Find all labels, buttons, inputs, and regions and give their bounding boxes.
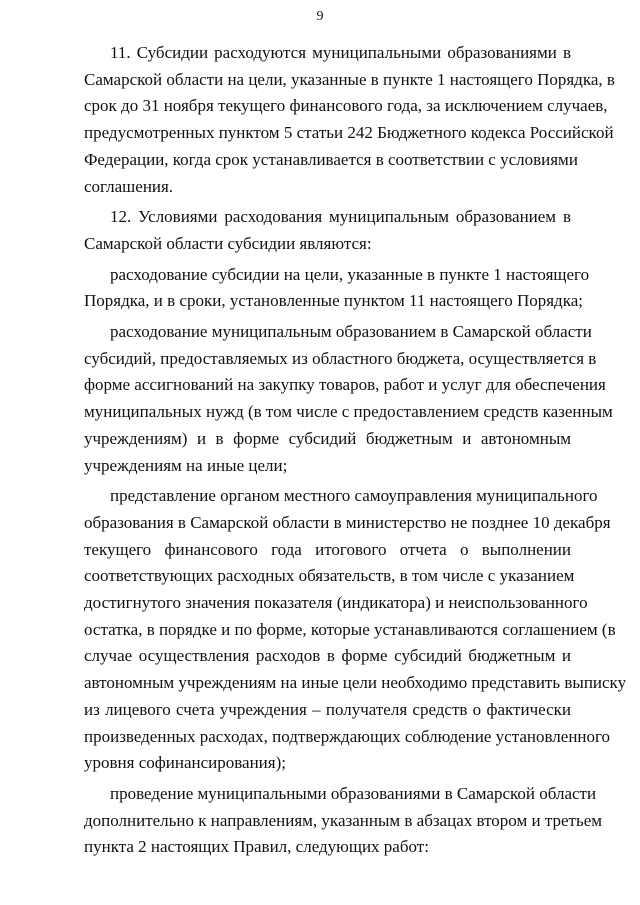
- paragraph-line: из лицевого счета учреждения – получателя средств о фактически: [84, 699, 571, 719]
- paragraph-line: автономным учреждениям на иные цели необходимо представить выписку: [84, 673, 627, 693]
- paragraph-line: произведенных расходах, подтверждающих соблюдение установленного: [84, 726, 611, 746]
- paragraph-line: Федерации, когда срок устанавливается в соответствии с условиями: [84, 149, 578, 169]
- paragraph-line: форме ассигнований на закупку товаров, работ и услуг для обеспечения: [84, 375, 606, 395]
- paragraph-line: срок до 31 ноября текущего финансового года, за исключением случаев,: [84, 96, 608, 116]
- paragraph-line: расходование муниципальным образованием в Самарской области: [110, 322, 592, 342]
- paragraph: [84, 262, 590, 315]
- paragraph-line: остатка, в порядке и по форме, которые устанавливаются соглашением (в: [84, 619, 616, 639]
- page-number: 9: [316, 9, 324, 24]
- paragraph-line: 11. Субсидии расходуются муниципальными образованиями в: [110, 43, 571, 62]
- paragraph-line: соответствующих расходных обязательств, в том числе с указанием: [84, 566, 575, 586]
- paragraph-line: предусмотренных пунктом 5 статьи 242 Бюджетного кодекса Российской: [84, 123, 614, 143]
- paragraph-line: образования в Самарской области в министерство не позднее 10 декабря: [84, 512, 611, 532]
- document-body: [84, 40, 627, 861]
- paragraph-line: текущего финансового года итогового отчета о выполнении: [84, 539, 571, 559]
- paragraph-line: 12. Условиями расходования муниципальным образованием в: [110, 207, 571, 227]
- paragraph-line: достигнутого значения показателя (индикатора) и неиспользованного: [84, 593, 588, 613]
- paragraph: [84, 40, 615, 200]
- paragraph-line: учреждениям) и в форме субсидий бюджетным и автономным: [84, 428, 571, 448]
- paragraph-line: пункта 2 настоящих Правил, следующих работ:: [84, 837, 429, 857]
- paragraph-line: случае осуществления расходов в форме субсидий бюджетным и: [84, 646, 571, 666]
- paragraph-line: муниципальных нужд (в том числе с предоставлением средств казенным: [84, 402, 613, 422]
- paragraph: [84, 319, 613, 479]
- paragraph: [84, 483, 627, 777]
- paragraph: [84, 781, 603, 861]
- paragraph-line: Порядка, и в сроки, установленные пунктом 11 настоящего Порядка;: [84, 291, 583, 311]
- paragraph-line: соглашения.: [84, 176, 174, 196]
- paragraph-line: дополнительно к направлениям, указанным в абзацах втором и третьем: [84, 810, 603, 830]
- paragraph-line: учреждениям на иные цели;: [84, 455, 288, 475]
- paragraph-line: Самарской области на цели, указанные в пункте 1 настоящего Порядка, в: [84, 69, 615, 89]
- paragraph: [84, 204, 571, 257]
- paragraph-line: представление органом местного самоуправления муниципального: [110, 486, 598, 506]
- paragraph-line: Самарской области субсидии являются:: [84, 233, 372, 253]
- paragraph-line: расходование субсидии на цели, указанные в пункте 1 настоящего: [110, 264, 590, 284]
- paragraph-line: проведение муниципальными образованиями в Самарской области: [110, 783, 597, 803]
- paragraph-line: субсидий, предоставляемых из областного бюджета, осуществляется в: [84, 348, 597, 368]
- paragraph-line: уровня софинансирования);: [84, 753, 286, 773]
